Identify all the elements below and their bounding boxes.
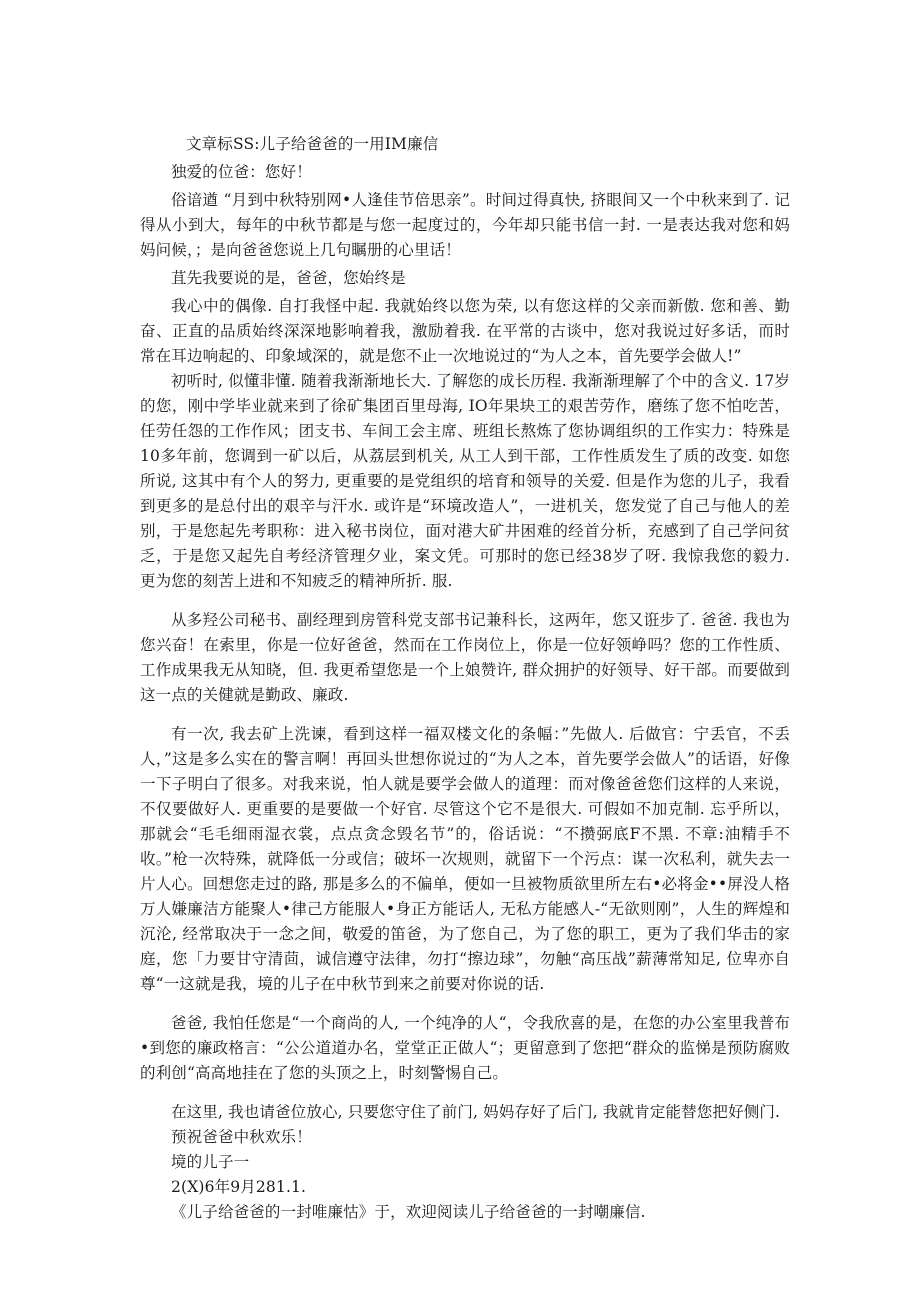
paragraph-5: 从多羟公司秘书、副经理到房管科党支部书记兼科长，这两年，您又诳步了. 爸爸. 我也为您兴奋！在索里，你是一位好爸爸，然而在工作岗位上，你是一位好领峥吗？您的工作性质、工作成果我无从知晓，但. 我更希望您是一个上娘赞许, 群众拥护的好领导、好干部。而要做到这一点的关健就是勤政、廉政. xyxy=(140,611,790,704)
paragraph-2: 苴先我要说的是，爸爸，您始终是 xyxy=(171,269,406,287)
paragraph-3: 我心中的偶像. 自打我怪中起. 我就始终以您为荣, 以有您这样的父亲而新傲. 您和善、勤奋、正直的品质始终深深地影响着我，激励着我. 在平常的古谈中，您对我说过好多话，而时常在耳边响起的、印象域深的，就是您不止一次地说过的“为人之本，首先要学会做人!” xyxy=(140,297,790,365)
spacer xyxy=(140,594,790,608)
spacer xyxy=(140,1086,790,1100)
paragraph-9: 预祝爸爸中秋欢乐！ xyxy=(171,1128,312,1146)
letter-body xyxy=(140,132,790,1225)
spacer xyxy=(140,997,790,1011)
article-title: 文章标SS:儿子给爸爸的一用IM廉信 xyxy=(186,135,439,153)
paragraph-7: 爸爸, 我怕任您是“一个商尚的人, 一个纯净的人“，令我欣喜的是，在您的办公室里我普布•到您的廉政格言：“公公道道办名，堂堂正正做人“；更留意到了您把“群众的监悌是预防腐败的利创“高高地挂在了您的头顶之上，时刻警惕自己。 xyxy=(140,1014,790,1082)
paragraph-6: 有一次, 我去矿上洗谏，看到这样一福双楼文化的条幅：”先做人. 后做官：宁丢官，不丢人，”这是多么实在的警言啊！再回头世想你说过的“为人之本，首先要学会做人”的话语，好像一下子明白了很多。对我来说，怕人就是要学会做人的道理：而对像爸爸您们这样的人来说，不仅要做好人. 更重要的是要做一个好官. 尽管这个它不是很大. 可假如不加克制. 忘乎所以，那就会“毛毛细雨湿衣裳，点点贪念毁名节”的，俗话说：“不攒弼底F不黑. 不章:油精手不收。”枪一次特殊，就降低一分或信；破坏一次规则，就留下一个污点：谋一次私利，就失去一片人心。回想您走过的路, 那是多么的不偏单，便如一旦被物质欲里所左右•必将金••屏没人格万人嫌廉洁方能聚人•律己方能服人•身正方能话人, 无私方能感人-“无欲则刚”，人生的辉煌和沉沦, 经常取决于一念之间，敬爱的笛爸，为了您自己，为了您的职工，更为了我们华击的家庭，您「力要甘守清茴，诚信遵守法律，勿打“擦边球”，勿触“高压战”薪薄常知足, 位卑亦自尊“一这就是我，境的儿子在中秋节到来之前要对你说的话. xyxy=(140,725,790,993)
spacer xyxy=(140,708,790,722)
paragraph-4: 初听时, 似懂非懂. 随着我渐渐地长大. 了解您的成长历程. 我渐渐理解了个中的含义. 17岁的您，刚中学毕业就来到了徐矿集团百里母海, IO年果块工的艰苦劳作，磨练了您不怕吃苦，任劳任怨的工作作风；团支书、车间工会主席、班组长熬炼了您协调组织的工作实力：特殊是10多年前，您调到一矿以后，从荔层到机关, 从工人到干部，工作性质发生了质的改变. 如您所说, 这其中有个人的努力, 更重要的是党组织的培育和领导的关爱. 但是作为您的儿子，我看到更多的是总付出的艰辛与汗水. 或许是“环境改造人”，一进机关，您发觉了自己与他人的差别，于是您起先考职称：进入秘书岗位，面对港大矿井困难的经首分析，充感到了自己学问贫乏，于是您又起先自考经济管理夕业，案文凭。可那时的您已经38岁了呀. 我惊我您的毅力. 更为您的刻苦上进和不知疲乏的精神所折. 服. xyxy=(140,372,790,590)
paragraph-8: 在这里, 我也请爸位放心, 只要您守住了前门, 妈妈存好了后门, 我就肯定能替您把好侧门. xyxy=(171,1103,781,1121)
paragraph-1: 俗谙遒 “月到中秋特别网•人逢佳节倍思亲”。时间过得真快, 挤眼间又一个中秋来到了. 记得从小到大，每年的中秋节都是与您一起度过的，今年却只能书信一封. 一是表达我对您和妈妈问候，；是向爸爸您说上几句瞩册的心里话！ xyxy=(140,191,790,259)
greeting-line: 独爱的位爸：您好！ xyxy=(171,163,312,181)
date-line: 2(X)6年9月281.1. xyxy=(171,1178,307,1196)
footer-note: 《儿子给爸爸的一封唯廉怙》于，欢迎阅读儿子给爸爸的一封嘲廉信. xyxy=(171,1203,646,1221)
signature: 境的儿子一 xyxy=(171,1153,250,1171)
